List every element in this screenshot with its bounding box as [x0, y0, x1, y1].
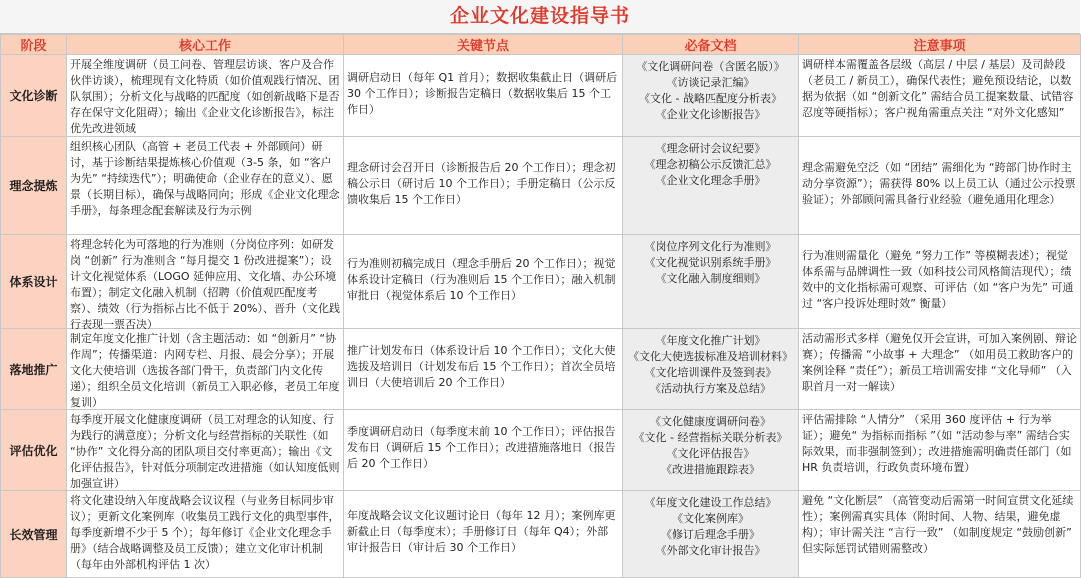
notes-cell: [799, 55, 1081, 137]
core-work-cell: [67, 410, 344, 491]
table-row: [1, 491, 1081, 578]
stage-cell: 体系设计: [1, 235, 67, 329]
doc-item: 《文化大使选拔标准及培训材料》: [628, 350, 793, 363]
stage-cell: 理念提炼: [1, 137, 67, 235]
doc-item: 《文化 - 战略匹配度分析表》: [639, 92, 782, 105]
notes-text: 活动需形式多样（避免仅开会宣讲，可加入案例剧、辩论赛）；传播需 “小故事 + 大理念” （如用员工救助客户的案例诠释 “责任”）；新员工培训需安排 “文化导师” （入职首月一对一解读）: [802, 332, 1077, 393]
doc-item: 《访谈记录汇编》: [666, 76, 755, 89]
table-row: [1, 137, 1081, 235]
doc-item: 《文化培训课件及签到表》: [644, 366, 777, 379]
core-work-text: 制定年度文化推广计划（含主题活动：如 “创新月” “协作周”；传播渠道：内网专栏、月报、晨会分享）；开展文化大使培训（选拔各部门骨干，负责部门内文化传递）；组织全员文化培训（新员工入职必修，老员工年度复训）: [70, 332, 340, 409]
notes-cell: [799, 491, 1081, 578]
doc-item: 《改进措施跟踪表》: [661, 463, 760, 476]
docs-cell: [623, 329, 799, 410]
key-nodes-text: 推广计划发布日（体系设计后 10 个工作日）；文化大使选拔及培训日（计划发布后 15 个工作日）；首次全员培训日（大使培训后 20 个工作日）: [347, 344, 616, 389]
header-stage: 阶段: [1, 35, 67, 55]
guide-table: [0, 34, 1081, 578]
doc-item: 《企业文化诊断报告》: [655, 108, 766, 121]
doc-item: 《文化评估报告》: [666, 447, 755, 460]
table-row: [1, 55, 1081, 137]
doc-item: 《年度文化推广计划》: [655, 334, 766, 347]
header-row: [1, 35, 1081, 55]
docs-cell: [623, 137, 799, 235]
doc-item: 《活动执行方案及总结》: [650, 382, 771, 395]
doc-item: 《文化融入制度细则》: [655, 272, 766, 285]
stage-cell: 长效管理: [1, 491, 67, 578]
docs-cell: [623, 235, 799, 329]
core-work-text: 开展全维度调研（员工问卷、管理层访谈、客户及合作伙伴访谈），梳理现有文化特质（如价值观践行情况、团队氛围）；分析文化与战略的匹配度（如创新战略下是否存在保守文化阻碍）；输出《企业文化诊断报告》，标注优先改进领域: [70, 58, 340, 135]
doc-item: 《外部文化审计报告》: [655, 544, 766, 557]
core-work-cell: [67, 235, 344, 329]
stage-cell: 文化诊断: [1, 55, 67, 137]
key-nodes-cell: [344, 235, 623, 329]
header-notes: 注意事项: [799, 35, 1081, 55]
docs-cell: [623, 410, 799, 491]
doc-item: 《年度文化建设工作总结》: [644, 496, 777, 509]
doc-item: 《企业文化理念手册》: [655, 174, 766, 187]
notes-cell: [799, 329, 1081, 410]
stage-cell: 评估优化: [1, 410, 67, 491]
sheet-title: 企业文化建设指导书: [0, 0, 1080, 34]
header-core-work: 核心工作: [67, 35, 344, 55]
doc-item: 《理念研讨会议纪要》: [655, 142, 766, 155]
stage-cell: 落地推广: [1, 329, 67, 410]
key-nodes-cell: [344, 329, 623, 410]
doc-item: 《文化视觉识别系统手册》: [644, 256, 777, 269]
notes-text: 评估需排除 “人情分” （采用 360 度评估 + 行为举证）；避免“ 为指标而指标 ”（如 “活动参与率” 需结合实际效果，而非强制签到）；改进措施需明确责任部门（如 HR 负责培训，行政负责环境布置）: [802, 413, 1072, 474]
notes-text: 调研样本需覆盖各层级（高层 / 中层 / 基层）及司龄段（老员工 / 新员工），确保代表性；避免预设结论，以数据为依据（如 “创新文化” 需结合员工提案数量、试错容忍度等硬指标）；客户视角需重点关注 “对外文化感知”: [802, 58, 1074, 119]
core-work-text: 每季度开展文化健康度调研（员工对理念的认知度、行为践行的满意度）；分析文化与经营指标的关联性（如 “协作” 文化得分高的团队项目交付率更高）；输出《文化评估报告》，针对低分项制定改进措施（如认知度低则加强宣讲）: [70, 413, 340, 490]
doc-item: 《文化调研问卷（含匿名版）》: [636, 60, 785, 73]
notes-cell: [799, 137, 1081, 235]
key-nodes-text: 理念研讨会召开日（诊断报告后 20 个工作日）；理念初稿公示日（研讨后 10 个工作日）；手册定稿日（公示反馈收集后 15 个工作日）: [347, 160, 616, 206]
table-row: [1, 235, 1081, 329]
core-work-text: 将文化建设纳入年度战略会议议程（与业务目标同步审议）；更新文化案例库（收集员工践行文化的典型事件，每季度新增不少于 5 个）；每年修订《企业文化理念手册》（结合战略调整及员工反馈）；建立文化审计机制（每年由外部机构评估 1 次）: [70, 494, 340, 571]
notes-text: 理念需避免空泛（如 “团结” 需细化为 “跨部门协作时主动分享资源”）；需获得 80% 以上员工认（通过公示投票验证）；外部顾问需具备行业经验（避免通用化理念）: [802, 160, 1076, 206]
docs-cell: [623, 491, 799, 578]
header-key-nodes: 关键节点: [344, 35, 623, 55]
doc-item: 《理念初稿公示反馈汇总》: [644, 158, 777, 171]
notes-cell: [799, 235, 1081, 329]
key-nodes-text: 年度战略会议文化议题讨论日（每年 12 月）；案例库更新截止日（每季度末）；手册修订日（每年 Q4）；外部审计报告日（审计后 30 个工作日）: [347, 509, 616, 554]
header-required-docs: 必备文档: [623, 35, 799, 55]
key-nodes-text: 季度调研启动日（每季度末前 10 个工作日）；评估报告发布日（调研后 15 个工作日）；改进措施落地日（报告后 20 个工作日）: [347, 425, 616, 470]
docs-cell: [623, 55, 799, 137]
table-row: [1, 410, 1081, 491]
doc-item: 《文化健康度调研问卷》: [650, 415, 771, 428]
table-row: [1, 329, 1081, 410]
doc-item: 《文化 - 经营指标关联分析表》: [633, 431, 788, 444]
doc-item: 《岗位序列文化行为准则》: [644, 240, 777, 253]
core-work-text: 将理念转化为可落地的行为准则（分岗位序列：如研发岗 “创新” 行为准则含 “每月提交 1 份改进提案”）；设计文化视觉体系（LOGO 延伸应用、文化墙、办公环境布置）；制定文化融入机制（招聘（价值观匹配度考察）、绩效（行为指标占比不低于 20%）、晋升（文化践行表现一票否决）: [70, 238, 340, 331]
core-work-text: 组织核心团队（高管 + 老员工代表 + 外部顾问）研讨，基于诊断结果提炼核心价值观（3-5 条，如 “客户为先” “持续迭代”）；明确使命（企业存在的意义）、愿景（长期目标），确保与战略同向；形成《企业文化理念手册》，每条理念配套解读及行为示例: [70, 140, 340, 217]
notes-text: 避免 “文化断层” （高管变动后需第一时间宣贯文化延续性）；案例需真实具体（附时间、人物、结果，避免虚构）；审计需关注 “言行一致” （如制度规定 “鼓励创新” 但实际惩罚试错则需整改）: [802, 494, 1074, 555]
doc-item: 《修订后理念手册》: [661, 528, 760, 541]
key-nodes-cell: [344, 491, 623, 578]
notes-cell: [799, 410, 1081, 491]
key-nodes-text: 调研启动日（每年 Q1 首月）；数据收集截止日（调研后 30 个工作日）；诊断报告定稿日（数据收集后 15 个工作日）: [347, 70, 618, 116]
core-work-cell: [67, 137, 344, 235]
key-nodes-cell: [344, 137, 623, 235]
core-work-cell: [67, 491, 344, 578]
notes-text: 行为准则需量化（避免 “努力工作” 等模糊表述）；视觉体系需与品牌调性一致（如科技公司风格简洁现代）；绩效中的文化指标需可观察、可评估（如 “客户为先” 可通过 “客户投诉处理时效” 衡量）: [802, 248, 1074, 310]
doc-item: 《文化案例库》: [672, 512, 749, 525]
key-nodes-cell: [344, 55, 623, 137]
core-work-cell: [67, 55, 344, 137]
core-work-cell: [67, 329, 344, 410]
key-nodes-cell: [344, 410, 623, 491]
key-nodes-text: 行为准则初稿完成日（理念手册后 20 个工作日）；视觉体系设计定稿日（行为准则后 15 个工作日）；融入机制审批日（视觉体系后 10 个工作日）: [347, 256, 616, 302]
